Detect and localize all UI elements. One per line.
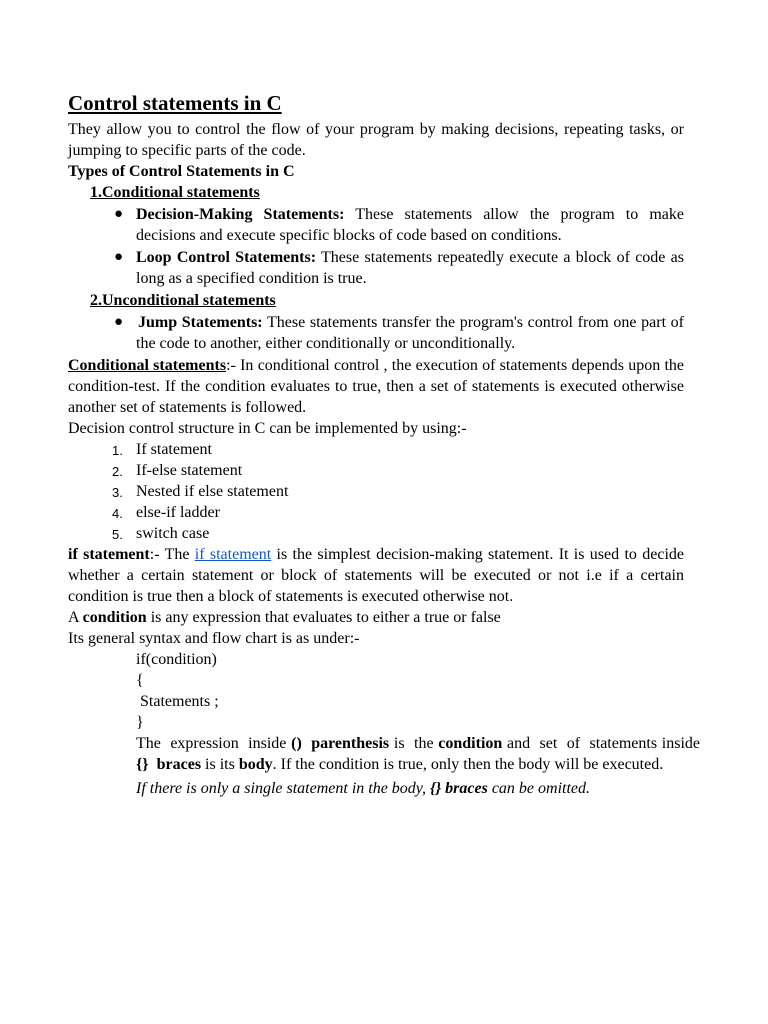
unconditional-bullet-list [68, 312, 684, 354]
explanation-bold: () parenthesis [291, 735, 390, 752]
if-statement-text: is the simplest decision-making statement. It is used to decide whether a certain statement or block of statements will be executed or not i.e if a certain condition is true then a block of statements is executed otherwise not. [68, 546, 684, 605]
condition-pre: A [68, 609, 83, 626]
list-number: 4. [112, 506, 123, 521]
bullet-icon: ● [114, 206, 124, 222]
list-label: If-else statement [136, 462, 243, 479]
conditional-term: Conditional statements [68, 357, 227, 374]
explanation-text: . If the condition is true, only then the body will be executed. [272, 756, 664, 773]
code-line: if(condition) [136, 651, 217, 668]
explanation-bold: {} braces [136, 756, 202, 773]
if-statement-link[interactable]: if statement [194, 546, 272, 563]
list-item [68, 460, 684, 481]
list-number: 5. [112, 527, 123, 542]
note-text: If there is only a single statement in the body, [136, 780, 431, 797]
syntax-intro: Its general syntax and flow chart is as under:- [68, 630, 360, 647]
bullet-term: Decision-Making Statements: [136, 206, 345, 223]
bullet-icon: ● [114, 249, 124, 265]
note-paragraph [136, 778, 700, 799]
list-label: switch case [136, 525, 210, 542]
list-label: If statement [136, 441, 212, 458]
list-label: else-if ladder [136, 504, 220, 521]
bullet-item [68, 204, 684, 246]
bullet-term: Jump Statements: [138, 314, 263, 331]
explanation-text: The expression inside [136, 735, 292, 752]
decision-list [68, 439, 684, 544]
if-statement-sep: :- The [149, 546, 195, 563]
bullet-item [68, 247, 684, 289]
explanation-bold: condition [438, 735, 503, 752]
note-bold: {} braces [430, 780, 488, 797]
bullet-term: Loop Control Statements: [136, 249, 317, 266]
list-number: 1. [112, 443, 123, 458]
conditional-bullet-list [68, 204, 684, 289]
list-number: 3. [112, 485, 123, 500]
section-heading-conditional: 1.Conditional statements [90, 184, 260, 201]
bullet-text: These statements transfer the program's control from one part of the code to another, either conditionally or unconditionally. [136, 314, 684, 352]
explanation-bold: body [238, 756, 273, 773]
note-text: can be omitted. [487, 780, 591, 797]
code-block [136, 649, 684, 733]
bullet-text: These statements repeatedly execute a block of code as long as a specified condition is true. [136, 249, 685, 287]
list-item [68, 502, 684, 523]
conditional-paragraph [68, 355, 684, 418]
code-line: { [136, 672, 144, 689]
condition-term: condition [82, 609, 147, 626]
explanation-text: and set of statements inside [502, 735, 705, 752]
conditional-text: :- In conditional control , the execution of statements depends upon the condition-test. If the condition evaluates to true, then a set of statements is executed otherwise another set of statements is followed. [68, 357, 685, 416]
condition-definition [68, 607, 684, 628]
code-line: Statements ; [136, 693, 219, 710]
decision-intro: Decision control structure in C can be implemented by using:- [68, 420, 467, 437]
explanation-text: is its [201, 756, 239, 773]
code-line: } [136, 714, 144, 731]
list-item [68, 439, 684, 460]
list-item [68, 481, 684, 502]
condition-text: is any expression that evaluates to either a true or false [146, 609, 501, 626]
intro-paragraph: They allow you to control the flow of your program by making decisions, repeating tasks, or jumping to specific parts of the code. [68, 121, 684, 159]
if-statement-term: if statement [68, 546, 150, 563]
bullet-item [68, 312, 684, 354]
explanation-paragraph [136, 733, 705, 775]
bullet-text: These statements allow the program to make decisions and execute specific blocks of code based on conditions. [136, 206, 685, 244]
list-number: 2. [112, 464, 123, 479]
explanation-text: is the [389, 735, 439, 752]
section-heading-unconditional: 2.Unconditional statements [90, 292, 276, 309]
list-item [68, 523, 684, 544]
list-label: Nested if else statement [136, 483, 289, 500]
document-page [68, 90, 705, 799]
bullet-icon: ● [114, 314, 124, 330]
types-heading: Types of Control Statements in C [68, 163, 295, 180]
if-statement-paragraph [68, 544, 684, 607]
page-title: Control statements in C [68, 91, 282, 115]
